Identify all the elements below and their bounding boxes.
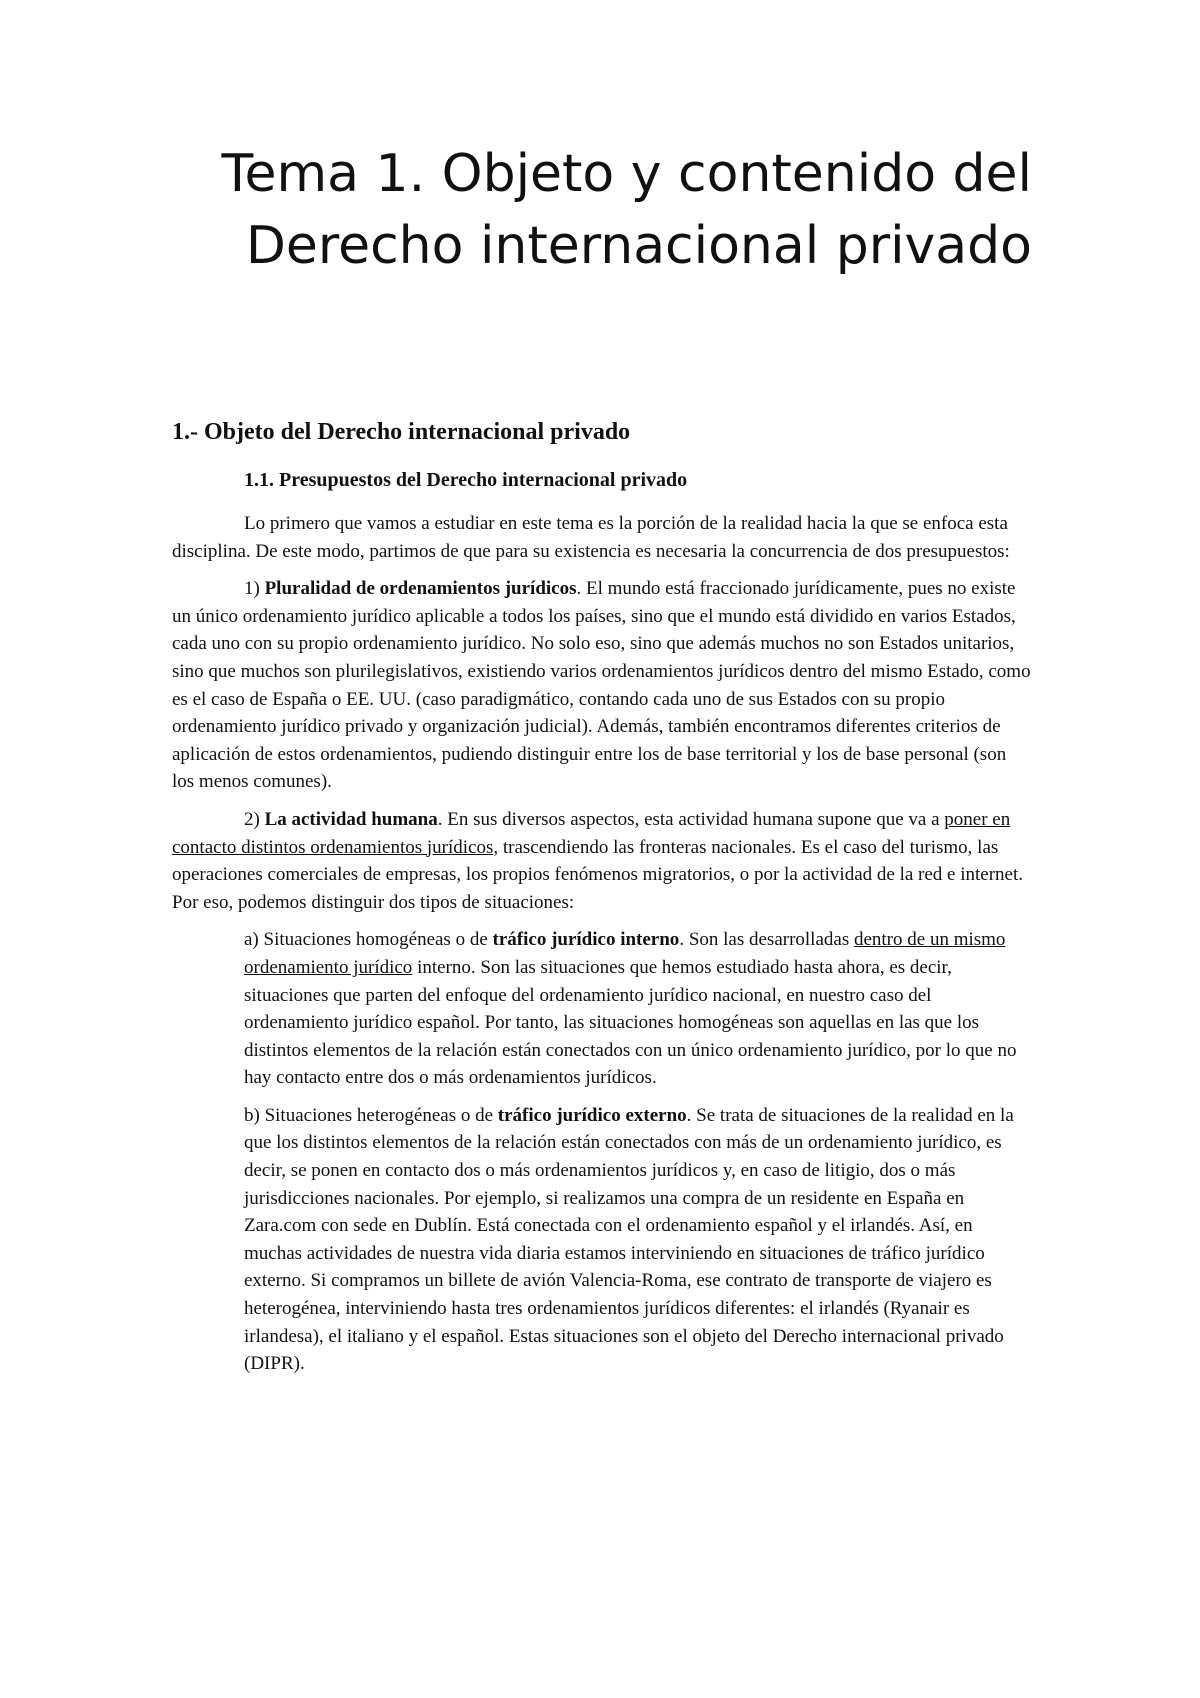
sub-b-prefix: b) Situaciones heterogéneas o de bbox=[244, 1104, 498, 1126]
item1-prefix: 1) bbox=[244, 578, 265, 600]
subsection-heading: 1.1. Presupuestos del Derecho internacional privado bbox=[244, 469, 688, 491]
document-body bbox=[172, 416, 1032, 1388]
item1-bold-term: Pluralidad de ordenamientos jurídicos bbox=[264, 578, 577, 600]
paragraph-situaciones-heterogeneas bbox=[244, 1102, 1032, 1378]
item2-bold-term: La actividad humana bbox=[264, 808, 438, 830]
sub-a-text-after: interno. Son las situaciones que hemos estudiado hasta ahora, es decir, situaciones que parten del enfoque del ordenamiento jurídico nacional, en nuestro caso del ordenamiento jurídico español. Por tanto, las situaciones homogéneas son aquellas en las que los distintos elementos de la relación están conectados con un único ordenamiento jurídico, por lo que no hay contacto entre dos o más ordenamientos jurídicos. bbox=[244, 956, 1017, 1089]
sub-a-text-before: . Son las desarrolladas bbox=[679, 929, 854, 951]
sub-b-text: . Se trata de situaciones de la realidad en la que los distintos elementos de la relación están conectados con más de un ordenamiento jurídico, es decir, se ponen en contacto dos o más ordenamientos jurídicos y, en caso de litigio, dos o más jurisdicciones nacionales. Por ejemplo, si realizamos una compra de un residente en España en Zara.com con sede en Dublín. Está conectada con el ordenamiento español y el irlandés. Así, en muchas actividades de nuestra vida diaria estamos interviniendo en situaciones de tráfico jurídico externo. Si compramos un billete de avión Valencia-Roma, ese contrato de transporte de viajero es heterogénea, interviniendo hasta tres ordenamientos jurídicos diferentes: el irlandés (Ryanair es irlandesa), el italiano y el español. Estas situaciones son el objeto del Derecho internacional privado (DIPR). bbox=[244, 1104, 1014, 1375]
sub-a-underlined-text: dentro de un mismo ordenamiento jurídico bbox=[244, 929, 1006, 978]
paragraph-actividad-humana bbox=[172, 806, 1032, 916]
item2-underlined-text: poner en contacto distintos ordenamientos jurídicos bbox=[172, 808, 1011, 858]
item2-text-before: . En sus diversos aspectos, esta actividad humana supone que va a bbox=[437, 808, 945, 830]
item1-text: . El mundo está fraccionado jurídicamente, pues no existe un único ordenamiento jurídico aplicable a todos los países, sino que el mundo está dividido en varios Estados, cada uno con su propio ordenamiento jurídico. No solo eso, sino que además muchos no son Estados unitarios, sino que muchos son plurilegislativos, existiendo varios ordenamientos jurídicos dentro del mismo Estado, como es el caso de España o EE. UU. (caso paradigmático, contando cada uno de sus Estados con su propio ordenamiento jurídico privado y organización judicial). Además, también encontramos diferentes criterios de aplicación de estos ordenamientos, pudiendo distinguir entre los de base territorial y los de base personal (son los menos comunes). bbox=[172, 578, 1031, 793]
document-title: Tema 1. Objeto y contenido del Derecho internacional privado bbox=[221, 144, 1032, 276]
intro-paragraph: Lo primero que vamos a estudiar en este tema es la porción de la realidad hacia la que se enfoca esta disciplina. De este modo, partimos de que para su existencia es necesaria la concurrencia de dos presupuestos: bbox=[172, 513, 1010, 562]
sub-a-bold-term: tráfico jurídico interno bbox=[492, 929, 680, 951]
paragraph-pluralidad bbox=[172, 575, 1032, 796]
item2-prefix: 2) bbox=[244, 808, 265, 830]
sub-b-bold-term: tráfico jurídico externo bbox=[497, 1104, 687, 1126]
section-heading: 1.- Objeto del Derecho internacional privado bbox=[172, 419, 631, 445]
paragraph-situaciones-homogeneas bbox=[244, 926, 1032, 1092]
sub-a-prefix: a) Situaciones homogéneas o de bbox=[244, 929, 493, 951]
item2-text-after: , trascendiendo las fronteras nacionales. Es el caso del turismo, las operaciones comerciales de empresas, los propios fenómenos migratorios, o por la actividad de la red e internet. Por eso, podemos distinguir dos tipos de situaciones: bbox=[172, 836, 1024, 913]
